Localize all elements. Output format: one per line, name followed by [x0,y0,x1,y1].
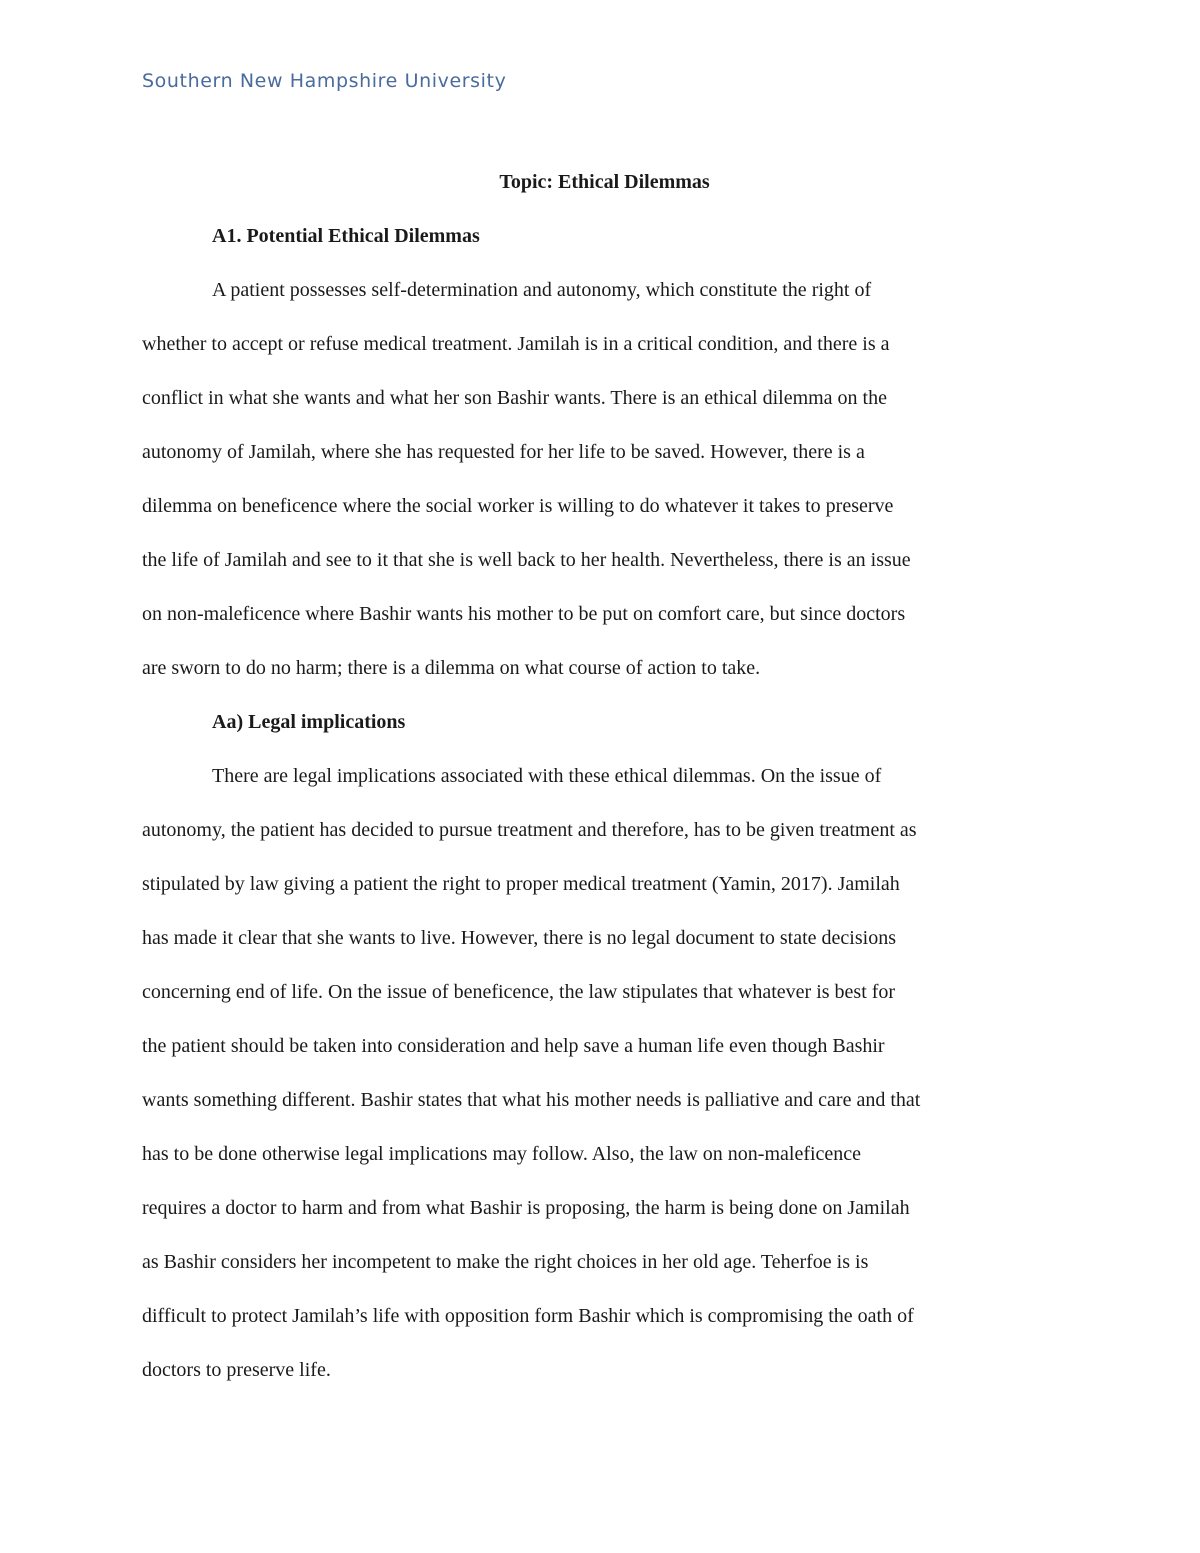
paragraph-line: the life of Jamilah and see to it that she is well back to her health. Nevertheless, there is an issue [142,549,911,571]
paragraph-line: has to be done otherwise legal implications may follow. Also, the law on non-maleficence [142,1143,862,1165]
section-heading-legal-implications: Aa) Legal implications [212,711,406,733]
paragraph-line: difficult to protect Jamilah’s life with opposition form Bashir which is compromising the oath of [142,1305,914,1327]
paragraph-line: on non-maleficence where Bashir wants his mother to be put on comfort care, but since doctors [142,603,906,625]
paragraph-line: doctors to preserve life. [142,1359,331,1381]
paragraph-line: the patient should be taken into consideration and help save a human life even though Bashir [142,1035,885,1057]
header-university-name: Southern New Hampshire University [142,70,507,92]
paragraph-potential-ethical-dilemmas [142,263,1067,695]
section-heading-potential-ethical-dilemmas: A1. Potential Ethical Dilemmas [212,225,480,247]
document-title: Topic: Ethical Dilemmas [499,171,710,193]
paragraph-line: dilemma on beneficence where the social worker is willing to do whatever it takes to preserve [142,495,894,517]
paragraph-line: autonomy of Jamilah, where she has requested for her life to be saved. However, there is a [142,441,865,463]
paragraph-line: requires a doctor to harm and from what Bashir is proposing, the harm is being done on Jamilah [142,1197,910,1219]
paragraph-line: whether to accept or refuse medical treatment. Jamilah is in a critical condition, and there is a [142,333,890,355]
paragraph-line: are sworn to do no harm; there is a dilemma on what course of action to take. [142,657,761,679]
paragraph-line: stipulated by law giving a patient the right to proper medical treatment (Yamin, 2017). Jamilah [142,873,900,895]
paragraph-legal-implications [142,749,1067,1397]
paragraph-line: has made it clear that she wants to live. However, there is no legal document to state decisions [142,927,896,949]
paragraph-line: wants something different. Bashir states that what his mother needs is palliative and care and that [142,1089,921,1111]
document-body [142,155,1067,1397]
paragraph-line: There are legal implications associated with these ethical dilemmas. On the issue of [212,765,882,787]
paragraph-line: autonomy, the patient has decided to pursue treatment and therefore, has to be given treatment as [142,819,917,841]
paragraph-line: as Bashir considers her incompetent to make the right choices in her old age. Teherfoe is is [142,1251,869,1273]
paragraph-line: concerning end of life. On the issue of beneficence, the law stipulates that whatever is best for [142,981,896,1003]
paragraph-line: A patient possesses self-determination and autonomy, which constitute the right of [212,279,872,301]
paragraph-line: conflict in what she wants and what her son Bashir wants. There is an ethical dilemma on the [142,387,887,409]
